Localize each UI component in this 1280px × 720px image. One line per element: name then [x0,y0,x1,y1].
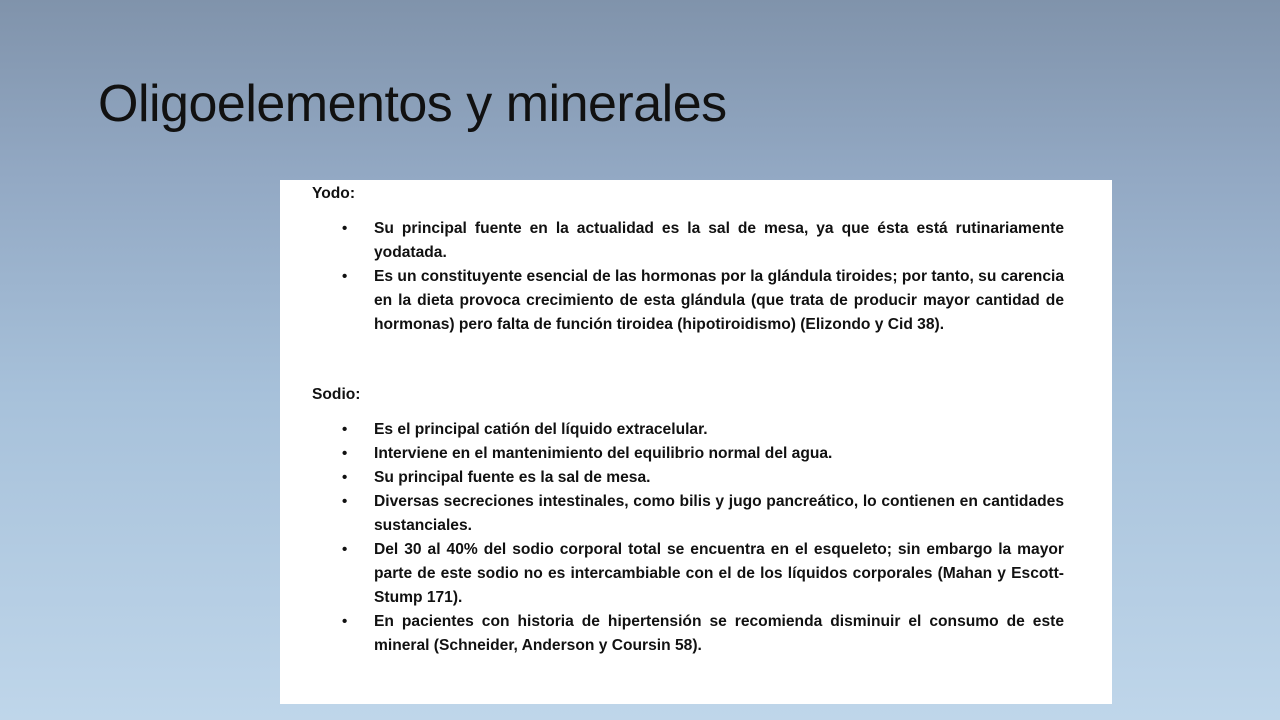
bullet-icon: • [342,268,348,285]
bullet-icon: • [342,421,348,438]
slide-title: Oligoelementos y minerales [98,75,727,133]
list-item: • Es un constituyente esencial de las hormonas por la glándula tiroides; por tanto, su carencia en la dieta provoca crecimiento de esta glándula (que trata de producir mayor cantidad de hormonas) pero falta de función tiroidea (hipotiroidismo) (Elizondo y Cid 38). [312,265,1064,337]
list-item: • Del 30 al 40% del sodio corporal total se encuentra en el esqueleto; sin embargo la mayor parte de este sodio no es intercambiable con el de los líquidos corporales (Mahan y Escott-Stump 171). [312,538,1064,610]
bullet-icon: • [342,469,348,486]
list-item: • Su principal fuente en la actualidad es la sal de mesa, ya que ésta está rutinariamente yodatada. [312,217,1064,265]
document-excerpt [280,180,1112,704]
list-item: • En pacientes con historia de hipertensión se recomienda disminuir el consumo de este mineral (Schneider, Anderson y Coursin 58). [312,610,1064,658]
bullet-icon: • [342,541,348,558]
list-item: • Su principal fuente es la sal de mesa. [312,466,1064,490]
list-item: • Diversas secreciones intestinales, como bilis y jugo pancreático, lo contienen en cantidades sustanciales. [312,490,1064,538]
section-heading-yodo: Yodo: [312,185,356,202]
sodio-bullet-list [312,418,1064,658]
yodo-bullet-list [312,217,1064,337]
list-item: • Es el principal catión del líquido extracelular. [312,418,1064,442]
list-item: • Interviene en el mantenimiento del equilibrio normal del agua. [312,442,1064,466]
bullet-icon: • [342,493,348,510]
bullet-icon: • [342,220,348,237]
bullet-icon: • [342,613,348,630]
section-heading-sodio: Sodio: [312,386,361,403]
bullet-icon: • [342,445,348,462]
